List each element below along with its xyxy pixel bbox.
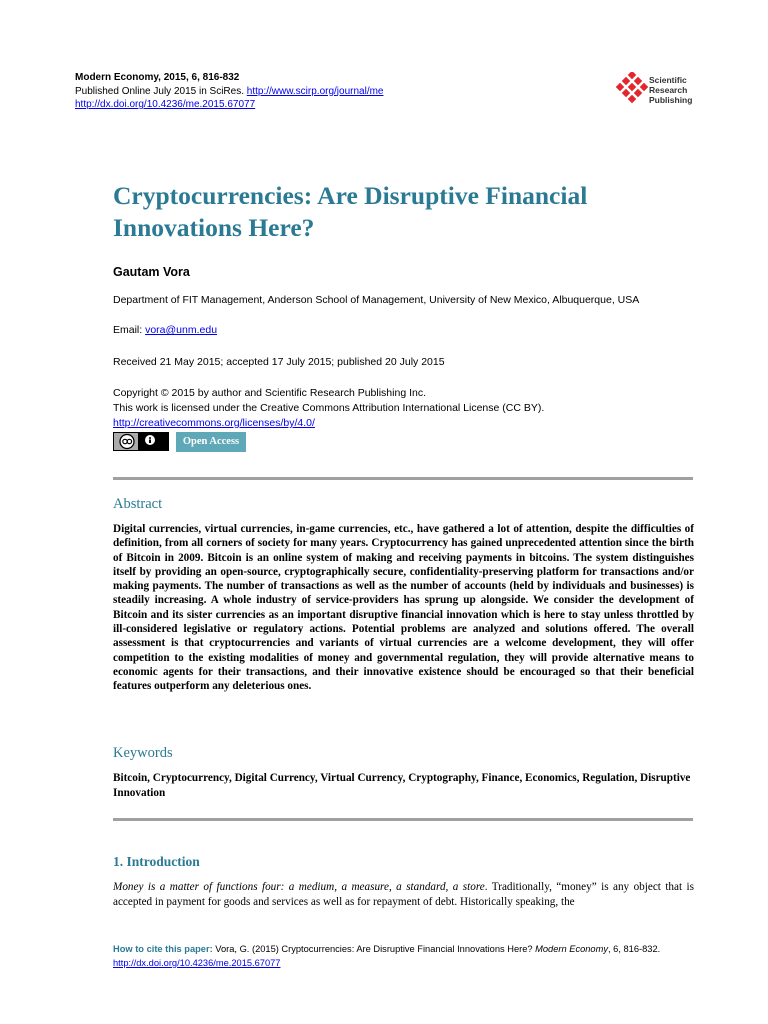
- affiliation: Department of FIT Management, Anderson School of Management, University of New Mexico, Albuquerque, USA: [113, 294, 640, 306]
- cc-by-badge-icon[interactable]: [113, 432, 169, 451]
- citation-label: How to cite this paper:: [113, 944, 216, 954]
- citation-doi-link[interactable]: http://dx.doi.org/10.4236/me.2015.67077: [113, 958, 281, 968]
- publisher-logo-icon: [616, 72, 648, 108]
- copyright-line-1: Copyright © 2015 by author and Scientific Research Publishing Inc.: [113, 387, 426, 399]
- copyright-line-2: This work is licensed under the Creative Commons Attribution International License (CC BY).: [113, 402, 545, 414]
- email-line: [113, 324, 217, 336]
- publisher-logo: [616, 72, 696, 108]
- introduction-body: [113, 880, 694, 910]
- citation-pages: 816-832.: [623, 944, 661, 954]
- keywords-body: Bitcoin, Cryptocurrency, Digital Currency, Virtual Currency, Cryptography, Finance, Economics, Regulation, Disruptive Innovation: [113, 772, 691, 799]
- logo-line-2: Research: [649, 85, 688, 95]
- intro-quote: Money is a matter of functions four: a medium, a measure, a standard, a store: [113, 881, 485, 893]
- published-prefix: Published Online July 2015 in SciRes.: [75, 85, 247, 97]
- abstract-heading: Abstract: [113, 496, 163, 512]
- citation-journal: Modern Economy: [535, 944, 608, 954]
- cc-by-icon: [114, 433, 168, 450]
- title-line-1: Cryptocurrencies: Are Disruptive Financial: [113, 181, 588, 210]
- journal-header: [75, 71, 383, 112]
- logo-line-1: Scientific: [649, 75, 687, 85]
- email-label: Email:: [113, 324, 146, 336]
- logo-line-3: Publishing: [649, 95, 693, 105]
- license-link[interactable]: http://creativecommons.org/licenses/by/4.0/: [113, 417, 315, 429]
- citation-volume: , 6,: [608, 944, 624, 954]
- doi-link[interactable]: http://dx.doi.org/10.4236/me.2015.67077: [75, 99, 256, 110]
- citation-text: Vora, G. (2015) Cryptocurrencies: Are Disruptive Financial Innovations Here?: [215, 944, 536, 954]
- abstract-body: Digital currencies, virtual currencies, in-game currencies, etc., have gathered a lot of attention, despite the difficulties of definition, from all corners of society for many years. Cryptocurrency has gained unprecedented attention since the birth of Bitcoin in 2009. Bitcoin is an online system of making and receiving payments in bitcoins. The system distinguishes itself by providing an open-source, cryptographically secure, confidentiality-preserving platform for transactions and/or making payments. The number of transactions as well as the number of accounts (held by individuals and businesses) is steadily increasing. A whole industry of service-providers has sprung up alongside. We consider the development of Bitcoin and its sister currencies as an important disruptive financial innovation which is here to stay unless throttled by ill-considered legislative or regulatory actions. Potential problems are analyzed and solutions offered. The overall assessment is that cryptocurrencies and variants of virtual currencies are a welcome development, they will offer competition to the existing modalities of money and governmental regulation, they will provide alternative means to economic agents for their transactions, and their innovative existence should be encouraged so that their beneficial features outperform any deleterious ones.: [113, 523, 694, 693]
- paper-title: [113, 180, 713, 244]
- journal-citation: Modern Economy, 2015, 6, 816-832: [75, 72, 240, 83]
- journal-url-link[interactable]: http://www.scirp.org/journal/me: [246, 85, 384, 97]
- section-divider: [113, 477, 693, 480]
- email-link[interactable]: vora@unm.edu: [145, 324, 218, 336]
- keywords-heading: Keywords: [113, 745, 173, 761]
- publication-dates: Received 21 May 2015; accepted 17 July 2015; published 20 July 2015: [113, 356, 445, 368]
- author-name: Gautam Vora: [113, 265, 190, 279]
- title-line-2: Innovations Here?: [113, 213, 315, 242]
- published-line: [75, 85, 383, 99]
- citation-footer: [113, 942, 703, 970]
- publisher-logo-text: [649, 75, 692, 105]
- open-access-badge: Open Access: [176, 432, 246, 452]
- introduction-heading: 1. Introduction: [113, 854, 200, 869]
- copyright-block: [113, 386, 713, 431]
- section-divider: [113, 818, 693, 821]
- intro-rest: . Traditionally, “money” is any object that is accepted in payment for goods and services as well as for repayment of debt. Historically speaking, the: [113, 881, 694, 908]
